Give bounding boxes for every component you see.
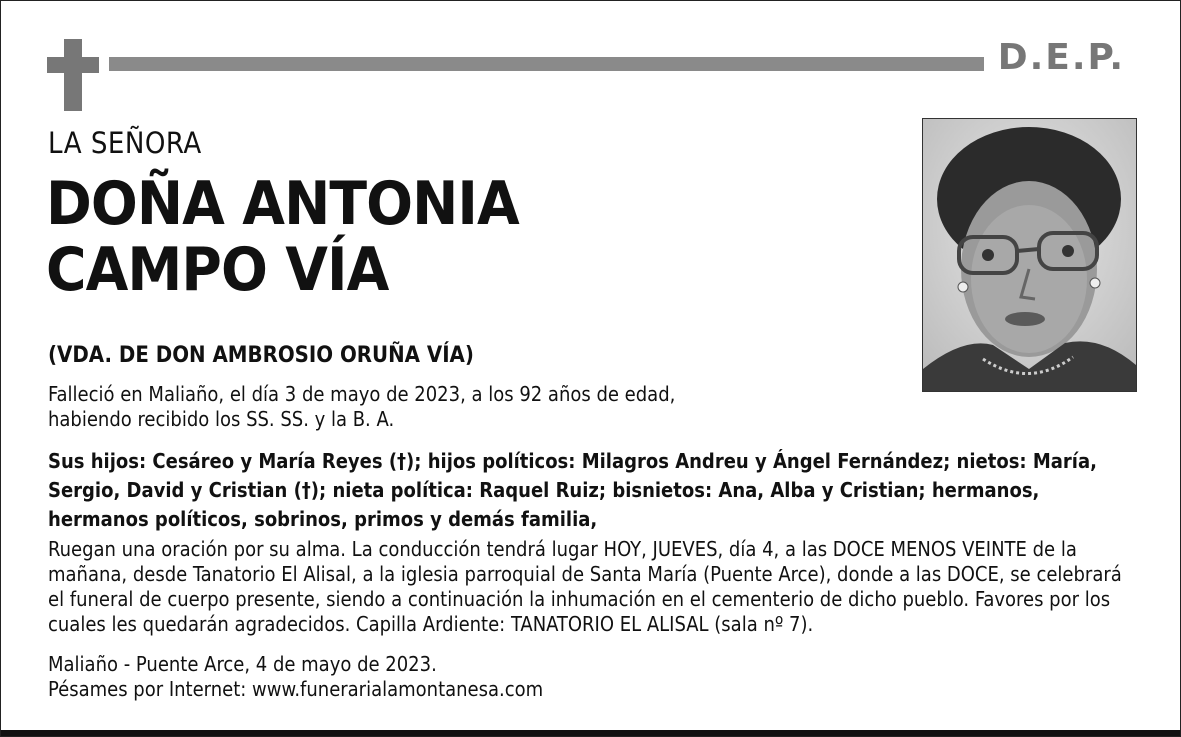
header-rule — [109, 57, 984, 71]
death-details — [48, 382, 908, 432]
service-details: Ruegan una oración por su alma. La conducción tendrá lugar HOY, JUEVES, día 4, a las DOCE MENOS VEINTE de la mañana, desde Tanatorio El Alisal, a la iglesia parroquial de Santa María (Puente Arce), donde a las DOCE, se celebrará el funeral de cuerpo presente, siendo a continuación la inhumación en el cementerio de dicho pueblo. Favores por los cuales les quedarán agradecidos. Capilla Ardiente: TANATORIO EL ALISAL (sala nº 7). — [48, 537, 1122, 636]
bottom-rule — [1, 730, 1180, 736]
place-date: Maliaño - Puente Arce, 4 de mayo de 2023. — [48, 652, 437, 676]
name-line-1: DOÑA ANTONIA — [46, 169, 519, 239]
dep-label: D.E.P. — [997, 37, 1125, 78]
deceased-name — [46, 171, 906, 303]
widow-of: (VDA. DE DON AMBROSIO ORUÑA VÍA) — [48, 343, 474, 368]
family-list: Sus hijos: Cesáreo y María Reyes (†); hijos políticos: Milagros Andreu y Ángel Fernández; nietos: María, Sergio, David y Cristian (†); nieta política: Raquel Ruiz; bisnietos: Ana, Alba y Cristian; hermanos, hermanos políticos, sobrinos, primos y demás familia, — [48, 449, 1097, 531]
name-line-2: CAMPO VÍA — [46, 235, 389, 305]
death-line-1: Falleció en Maliaño, el día 3 de mayo de 2023, a los 92 años de edad, — [48, 382, 676, 406]
title-prefix: LA SEÑORA — [48, 126, 202, 160]
latin-cross-icon — [47, 39, 99, 111]
portrait-photo — [922, 118, 1137, 392]
condolences-link: Pésames por Internet: www.funerarialamontanesa.com — [48, 677, 544, 701]
death-line-2: habiendo recibido los SS. SS. y la B. A. — [48, 407, 395, 431]
closing — [48, 652, 1048, 702]
